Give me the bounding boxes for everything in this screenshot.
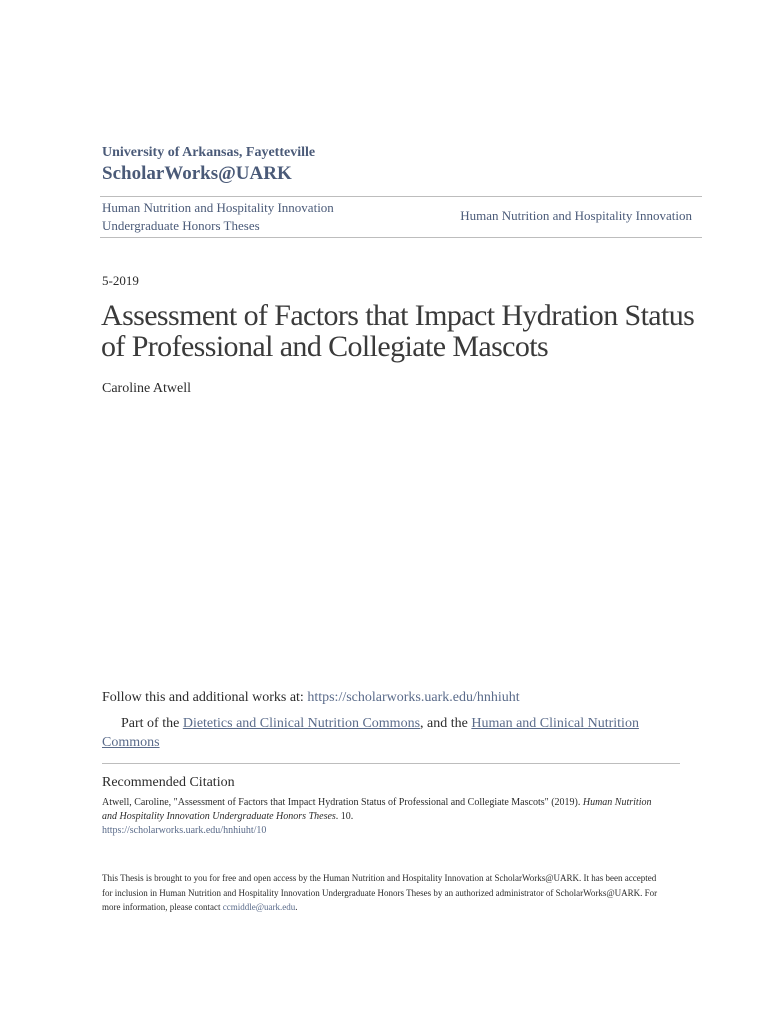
citation-plain: Atwell, Caroline, "Assessment of Factors that Impact Hydration Status of Professional and Collegiate Mascots" (2019). [102, 797, 583, 808]
paper-title: Assessment of Factors that Impact Hydration Status of Professional and Collegiate Mascots [101, 299, 695, 363]
publication-date: 5-2019 [102, 273, 139, 288]
collection-bar [100, 196, 702, 238]
institution-name: University of Arkansas, Fayetteville [102, 145, 316, 160]
citation-link[interactable]: https://scholarworks.uark.edu/hnhiuht/10 [102, 825, 267, 836]
contact-email-link[interactable]: ccmiddle@uark.edu [222, 902, 296, 912]
citation-series: Human Nutrition and Hospitality Innovation Undergraduate Honors Theses [102, 797, 652, 822]
commons-link-human-nutrition[interactable]: Human and Clinical Nutrition Commons [102, 716, 639, 750]
citation-number: . 10. [335, 811, 354, 822]
part-of-commons [102, 714, 672, 752]
follow-label: Follow this and additional works at: [102, 690, 308, 705]
recommended-citation-heading: Recommended Citation [102, 775, 235, 790]
access-disclaimer [102, 871, 662, 915]
part-of-middle: , and the [420, 716, 472, 731]
follow-line [102, 690, 520, 706]
follow-link[interactable]: https://scholarworks.uark.edu/hnhiuht [307, 690, 520, 705]
commons-link-dietetics[interactable]: Dietetics and Clinical Nutrition Commons [182, 716, 421, 731]
collection-link-department[interactable]: Human Nutrition and Hospitality Innovation [460, 208, 692, 223]
author-name: Caroline Atwell [102, 381, 192, 396]
disclaimer-text: This Thesis is brought to you for free and open access by the Human Nutrition and Hospitality Innovation at ScholarWorks@UARK. It has been accepted for inclusion in Human Nutrition and Hospitality Innovation Undergraduate Honors Theses by an authorized administrator of ScholarWorks@UARK. For more information, please contact [102, 873, 658, 912]
citation-text [102, 796, 662, 838]
part-of-prefix: Part of the [121, 716, 183, 731]
collection-link-theses[interactable]: Human Nutrition and Hospitality Innovation Undergraduate Honors Theses [102, 200, 334, 233]
section-divider [102, 763, 680, 764]
repository-link[interactable]: ScholarWorks@UARK [102, 163, 292, 184]
disclaimer-end: . [295, 902, 298, 912]
